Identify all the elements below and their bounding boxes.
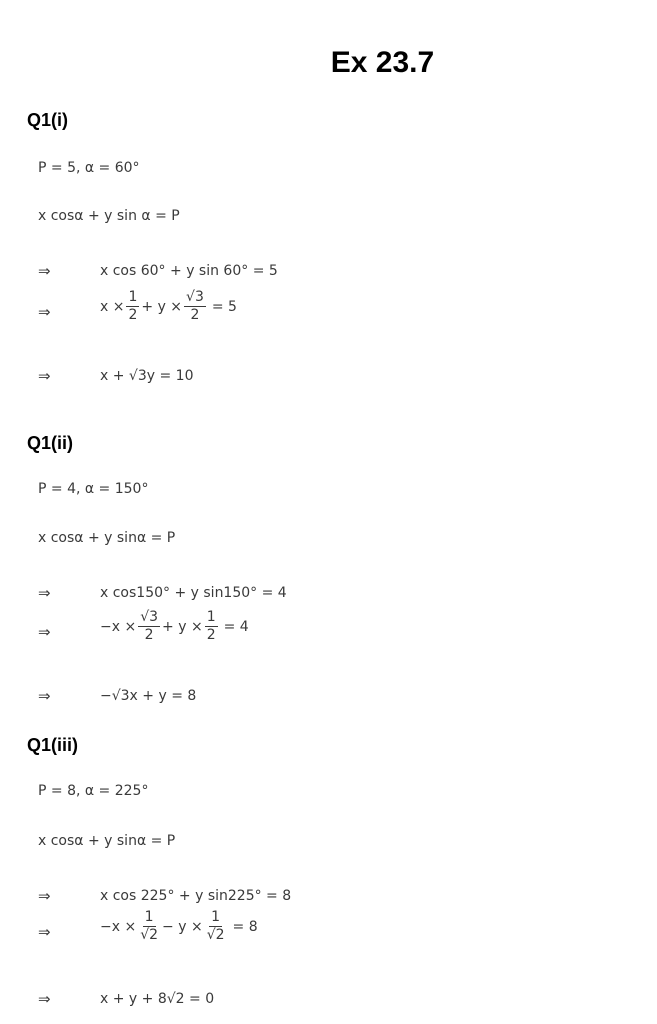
- fraction-denominator: 2: [128, 307, 138, 323]
- evaluated-step: [100, 910, 258, 943]
- implies-arrow: ⇒: [38, 990, 51, 1008]
- normal-form-equation: x cosα + y sinα = P: [38, 833, 176, 849]
- normal-form-equation: x cosα + y sin α = P: [38, 208, 180, 224]
- evaluated-step: [100, 610, 249, 643]
- fraction: [184, 290, 206, 323]
- question-heading-q1-i: Q1(i): [27, 110, 69, 130]
- normal-form-equation: x cosα + y sinα = P: [38, 530, 176, 546]
- fraction-numerator: √3: [186, 289, 204, 305]
- implies-arrow: ⇒: [38, 262, 51, 280]
- fraction-denominator: 2: [190, 307, 200, 323]
- step-text: x ×: [100, 298, 125, 315]
- implies-arrow: ⇒: [38, 303, 51, 321]
- result-equation: x + y + 8√2 = 0: [100, 991, 215, 1007]
- question-heading-q1-iii: Q1(iii): [27, 735, 79, 755]
- fraction: [126, 290, 139, 323]
- implies-arrow: ⇒: [38, 367, 51, 385]
- implies-arrow: ⇒: [38, 687, 51, 705]
- step-text: = 4: [223, 618, 249, 635]
- substitution-step: x cos 60° + y sin 60° = 5: [100, 263, 278, 279]
- question-heading-q1-ii: Q1(ii): [27, 433, 74, 453]
- implies-arrow: ⇒: [38, 584, 51, 602]
- given-values: P = 4, α = 150°: [38, 481, 149, 497]
- step-text: − y ×: [162, 918, 203, 935]
- fraction: [205, 910, 227, 943]
- page-title: Ex 23.7: [330, 46, 435, 79]
- fraction-denominator: √2: [206, 927, 225, 943]
- implies-arrow: ⇒: [38, 887, 51, 905]
- substitution-step: x cos 225° + y sin225° = 8: [100, 888, 292, 904]
- implies-arrow: ⇒: [38, 623, 51, 641]
- step-text: −x ×: [100, 918, 137, 935]
- substitution-step: x cos150° + y sin150° = 4: [100, 585, 287, 601]
- step-text: = 5: [211, 298, 237, 315]
- implies-arrow: ⇒: [38, 923, 51, 941]
- fraction-numerator: 1: [144, 909, 154, 925]
- fraction: [138, 610, 160, 643]
- fraction-denominator: 2: [144, 627, 154, 643]
- fraction-denominator: 2: [206, 627, 216, 643]
- fraction-numerator: 1: [206, 609, 216, 625]
- fraction: [205, 610, 218, 643]
- fraction: [138, 910, 160, 943]
- fraction-numerator: √3: [140, 609, 159, 625]
- fraction-numerator: 1: [128, 289, 138, 305]
- fraction-numerator: 1: [211, 909, 221, 925]
- result-equation: x + √3y = 10: [100, 368, 194, 384]
- step-text: = 8: [232, 918, 258, 935]
- evaluated-step: [100, 290, 237, 323]
- given-values: P = 5, α = 60°: [38, 160, 140, 176]
- result-equation: −√3x + y = 8: [100, 688, 197, 704]
- fraction-denominator: √2: [140, 927, 159, 943]
- given-values: P = 8, α = 225°: [38, 783, 149, 799]
- step-text: −x ×: [100, 618, 137, 635]
- step-text: + y ×: [141, 298, 183, 315]
- step-text: + y ×: [162, 618, 203, 635]
